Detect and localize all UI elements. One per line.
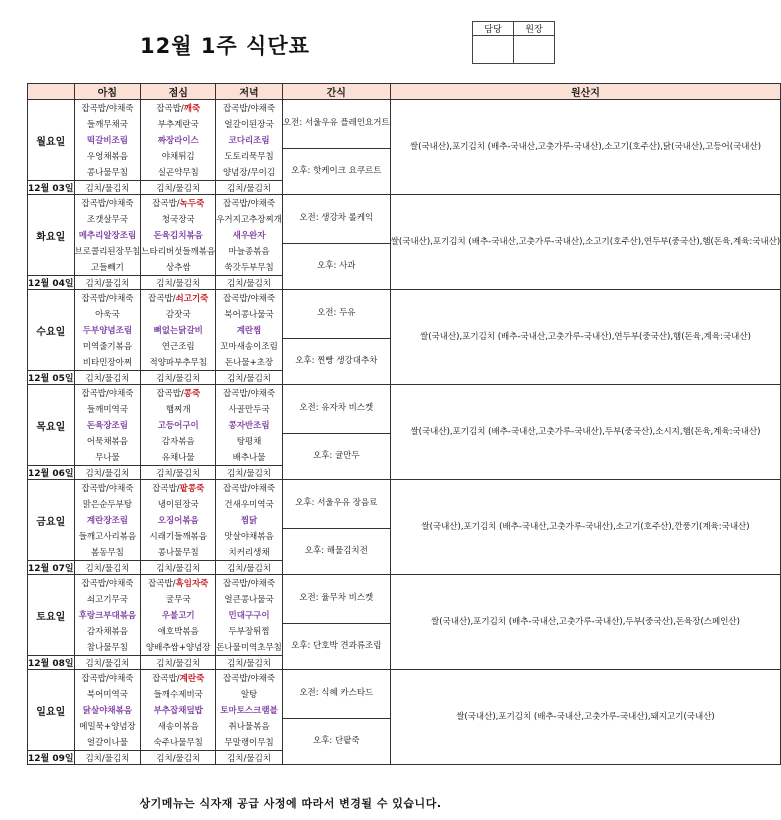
- lunch-item: 짜장라이스: [141, 132, 216, 148]
- snack-am: 오전: 서울우유 플레인요거트: [282, 100, 390, 149]
- approval-box: [472, 21, 555, 64]
- origin-info: 쌀(국내산),포기김치 (배추-국내산,고춧가루-국내산),소고기(호주산),닭(국내산),고등어(국내산): [390, 100, 781, 195]
- lunch-prefix: 잡곡밥/: [156, 104, 184, 114]
- lunch-porridge: 팥콩죽: [179, 484, 205, 494]
- dinner-item: 배추나물: [216, 449, 283, 466]
- approval-label-staff: 담당: [473, 22, 514, 36]
- breakfast-item: 들깨고사리볶음: [74, 528, 141, 544]
- breakfast-item: 쇠고기무국: [74, 591, 141, 607]
- menu-row: [28, 290, 781, 307]
- menu-table: [27, 83, 781, 765]
- breakfast-item: 후랑크부대볶음: [74, 607, 141, 623]
- snack-pm: 오후: 사과: [282, 243, 390, 290]
- breakfast-item: 들깨무채국: [74, 116, 141, 132]
- day-label: 금요일: [28, 480, 75, 561]
- breakfast-item: 돈육장조림: [74, 417, 141, 433]
- lunch-item: 부추계란국: [141, 116, 216, 132]
- lunch-item: 실곤약무침: [141, 164, 216, 181]
- breakfast-item: 잡곡밥/야채죽: [74, 195, 141, 212]
- lunch-prefix: 잡곡밥/: [152, 484, 180, 494]
- breakfast-item: 미역줄기볶음: [74, 338, 141, 354]
- kimchi-item: 김치/물김치: [74, 751, 141, 765]
- lunch-porridge: 흑임자죽: [175, 579, 209, 589]
- header-origin: 원산지: [390, 84, 781, 100]
- breakfast-item: 아욱국: [74, 306, 141, 322]
- header-dinner: 저녁: [216, 84, 283, 100]
- dinner-item: 잡곡밥/야채죽: [216, 575, 283, 592]
- lunch-item: 적양파부추무침: [141, 354, 216, 371]
- lunch-item: 고등어구이: [141, 417, 216, 433]
- breakfast-item: 들깨미역국: [74, 401, 141, 417]
- breakfast-item: 브로콜리된장무침: [74, 243, 141, 259]
- menu-body: [28, 100, 781, 765]
- breakfast-item: 얼갈이나물: [74, 734, 141, 751]
- menu-row: [28, 480, 781, 497]
- approval-label-director: 원장: [514, 22, 555, 36]
- breakfast-item: 두부양념조림: [74, 322, 141, 338]
- header-breakfast: 아침: [74, 84, 141, 100]
- breakfast-item: 비타민장아찌: [74, 354, 141, 371]
- breakfast-item: 봄동무침: [74, 544, 141, 561]
- kimchi-item: 김치/물김치: [141, 656, 216, 670]
- breakfast-item: 메추리알장조림: [74, 227, 141, 243]
- dinner-item: 건새우미역국: [216, 496, 283, 512]
- kimchi-item: 김치/물김치: [74, 561, 141, 575]
- dinner-item: 잡곡밥/야채죽: [216, 480, 283, 497]
- lunch-prefix: 잡곡밥/: [148, 294, 176, 304]
- breakfast-item: 참나물무침: [74, 639, 141, 656]
- lunch-item: 감잣국: [141, 306, 216, 322]
- breakfast-item: 조갯살무국: [74, 211, 141, 227]
- breakfast-item: 콩나물무침: [74, 164, 141, 181]
- origin-info: 쌀(국내산),포기김치 (배추-국내산,고춧가루-국내산),두부(중국산),돈육장(스페인산): [390, 575, 781, 670]
- kimchi-item: 김치/물김치: [74, 466, 141, 480]
- dinner-item: 찜닭: [216, 512, 283, 528]
- snack-am: 오후: 서울우유 장음료: [282, 480, 390, 529]
- lunch-prefix: 잡곡밥/: [152, 674, 180, 684]
- menu-row: [28, 385, 781, 402]
- kimchi-item: 김치/물김치: [141, 751, 216, 765]
- breakfast-item: 메밀묵+양념장: [74, 718, 141, 734]
- dinner-item: 무말랭이무침: [216, 734, 283, 751]
- lunch-porridge: 콩죽: [183, 389, 201, 399]
- day-label: 토요일: [28, 575, 75, 656]
- lunch-item: 오징어볶음: [141, 512, 216, 528]
- dinner-item: 얼갈이된장국: [216, 116, 283, 132]
- date-label: 12월 06일: [28, 466, 75, 480]
- dinner-item: 잡곡밥/야채죽: [216, 195, 283, 212]
- origin-info: 쌀(국내산),포기김치 (배추-국내산,고춧가루-국내산),연두부(중국산),햄(돈육,계육:국내산): [390, 290, 781, 385]
- snack-pm: 오후: 해물김치전: [282, 528, 390, 575]
- dinner-item: 우거지고추장찌개: [216, 211, 283, 227]
- breakfast-item: 떡갈비조림: [74, 132, 141, 148]
- breakfast-item: 잡곡밥/야채죽: [74, 575, 141, 592]
- kimchi-item: 김치/물김치: [74, 656, 141, 670]
- dinner-item: 콩자반조림: [216, 417, 283, 433]
- snack-am: 오전: 두유: [282, 290, 390, 339]
- snack-am: 오전: 생강차 롤케익: [282, 195, 390, 244]
- breakfast-item: 무나물: [74, 449, 141, 466]
- lunch-main: [141, 290, 216, 307]
- lunch-porridge: 깨죽: [183, 104, 201, 114]
- origin-info: 쌀(국내산),포기김치 (배추-국내산,고춧가루-국내산),소고기(호주산),깐풍기(계육:국내산): [390, 480, 781, 575]
- breakfast-item: 잡곡밥/야채죽: [74, 385, 141, 402]
- day-label: 일요일: [28, 670, 75, 751]
- kimchi-item: 김치/물김치: [216, 181, 283, 195]
- page-title: 12월 1주 식단표: [140, 34, 310, 58]
- lunch-porridge: 녹두죽: [179, 199, 205, 209]
- lunch-main: [141, 385, 216, 402]
- footer-notice: 상기메뉴는 식자재 공급 사정에 따라서 변경될 수 있습니다.: [139, 797, 442, 810]
- dinner-item: 잡곡밥/야채죽: [216, 100, 283, 117]
- day-label: 월요일: [28, 100, 75, 181]
- lunch-item: 우불고기: [141, 607, 216, 623]
- kimchi-item: 김치/물김치: [216, 466, 283, 480]
- approval-sign-director[interactable]: [514, 36, 555, 64]
- breakfast-item: 계란장조림: [74, 512, 141, 528]
- snack-pm: 오후: 단팥죽: [282, 718, 390, 765]
- dinner-item: 취나물볶음: [216, 718, 283, 734]
- kimchi-item: 김치/물김치: [74, 181, 141, 195]
- dinner-item: 토마토스크램블: [216, 702, 283, 718]
- snack-pm: 오후: 단호박 견과류조림: [282, 623, 390, 670]
- dinner-item: 알탕: [216, 686, 283, 702]
- menu-row: [28, 575, 781, 592]
- menu-row: [28, 195, 781, 212]
- day-label: 목요일: [28, 385, 75, 466]
- lunch-item: 느타리버섯들깨볶음: [141, 243, 216, 259]
- dinner-item: 양념장/무이김: [216, 164, 283, 181]
- lunch-item: 시래기들깨볶음: [141, 528, 216, 544]
- date-label: 12월 08일: [28, 656, 75, 670]
- dinner-item: 새우완자: [216, 227, 283, 243]
- menu-row: [28, 670, 781, 687]
- lunch-item: 감자볶음: [141, 433, 216, 449]
- dinner-item: 사골만두국: [216, 401, 283, 417]
- lunch-prefix: 잡곡밥/: [152, 199, 180, 209]
- snack-am: 오전: 율무차 비스켓: [282, 575, 390, 624]
- dinner-item: 돈나물+초장: [216, 354, 283, 371]
- lunch-main: [141, 480, 216, 497]
- kimchi-item: 김치/물김치: [216, 561, 283, 575]
- lunch-main: [141, 195, 216, 212]
- dinner-item: 탕평채: [216, 433, 283, 449]
- lunch-prefix: 잡곡밥/: [148, 579, 176, 589]
- dinner-item: 코다리조림: [216, 132, 283, 148]
- dinner-item: 꼬마새송이조림: [216, 338, 283, 354]
- lunch-porridge: 쇠고기죽: [175, 294, 209, 304]
- lunch-item: 햄찌개: [141, 401, 216, 417]
- date-label: 12월 07일: [28, 561, 75, 575]
- header-lunch: 점심: [141, 84, 216, 100]
- lunch-item: 굴무국: [141, 591, 216, 607]
- snack-pm: 오후: 핫케이크 요쿠르트: [282, 148, 390, 195]
- lunch-item: 청국장국: [141, 211, 216, 227]
- dinner-item: 치커리생채: [216, 544, 283, 561]
- dinner-item: 북어콩나물국: [216, 306, 283, 322]
- dinner-item: 쑥갓두부무침: [216, 259, 283, 276]
- lunch-item: 냉이된장국: [141, 496, 216, 512]
- day-label: 수요일: [28, 290, 75, 371]
- lunch-main: [141, 100, 216, 117]
- kimchi-item: 김치/물김치: [141, 276, 216, 290]
- breakfast-item: 우엉채볶음: [74, 148, 141, 164]
- date-label: 12월 05일: [28, 371, 75, 385]
- dinner-item: 얼큰콩나물국: [216, 591, 283, 607]
- origin-info: 쌀(국내산),포기김치 (배추-국내산,고춧가루-국내산),소고기(호주산),연두부(중국산),햄(돈육,계육:국내산): [390, 195, 781, 290]
- lunch-item: 돈육김치볶음: [141, 227, 216, 243]
- breakfast-item: 북어미역국: [74, 686, 141, 702]
- dinner-item: 돈나물미역초무침: [216, 639, 283, 656]
- lunch-item: 뼈없는닭갈비: [141, 322, 216, 338]
- date-label: 12월 04일: [28, 276, 75, 290]
- origin-info: 쌀(국내산),포기김치 (배추-국내산,고춧가루-국내산),두부(중국산),소시지,햄(돈육,계육:국내산): [390, 385, 781, 480]
- breakfast-item: 닭살야채볶음: [74, 702, 141, 718]
- menu-row: [28, 100, 781, 117]
- lunch-item: 새송이볶음: [141, 718, 216, 734]
- dinner-item: 잡곡밥/야채죽: [216, 290, 283, 307]
- breakfast-item: 맑은순두부탕: [74, 496, 141, 512]
- dinner-item: 마늘종볶음: [216, 243, 283, 259]
- dinner-item: 민대구구이: [216, 607, 283, 623]
- snack-am: 오전: 식혜 카스타드: [282, 670, 390, 719]
- breakfast-item: 잡곡밥/야채죽: [74, 670, 141, 687]
- lunch-item: 상추쌈: [141, 259, 216, 276]
- lunch-main: [141, 670, 216, 687]
- kimchi-item: 김치/물김치: [141, 371, 216, 385]
- lunch-porridge: 계란죽: [179, 674, 205, 684]
- dinner-item: 잡곡밥/야채죽: [216, 385, 283, 402]
- lunch-prefix: 잡곡밥/: [156, 389, 184, 399]
- date-label: 12월 09일: [28, 751, 75, 765]
- lunch-item: 숙주나물무침: [141, 734, 216, 751]
- lunch-item: 콩나물무침: [141, 544, 216, 561]
- kimchi-item: 김치/물김치: [141, 561, 216, 575]
- lunch-item: 연근조림: [141, 338, 216, 354]
- day-label: 화요일: [28, 195, 75, 276]
- origin-info: 쌀(국내산),포기김치 (배추-국내산,고춧가루-국내산),돼지고기(국내산): [390, 670, 781, 765]
- dinner-item: 잡곡밥/야채죽: [216, 670, 283, 687]
- kimchi-item: 김치/물김치: [74, 276, 141, 290]
- kimchi-item: 김치/물김치: [216, 371, 283, 385]
- breakfast-item: 어묵채볶음: [74, 433, 141, 449]
- kimchi-item: 김치/물김치: [74, 371, 141, 385]
- lunch-item: 양배추쌈+양념장: [141, 639, 216, 656]
- lunch-item: 유채나물: [141, 449, 216, 466]
- breakfast-item: 잡곡밥/야채죽: [74, 480, 141, 497]
- dinner-item: 두부장튀찜: [216, 623, 283, 639]
- kimchi-item: 김치/물김치: [216, 656, 283, 670]
- lunch-item: 야채튀김: [141, 148, 216, 164]
- breakfast-item: 감자채볶음: [74, 623, 141, 639]
- kimchi-item: 김치/물김치: [141, 181, 216, 195]
- kimchi-item: 김치/물김치: [216, 751, 283, 765]
- dinner-item: 맛살야채볶음: [216, 528, 283, 544]
- snack-pm: 오후: 찐빵 생강대추차: [282, 338, 390, 385]
- kimchi-item: 김치/물김치: [216, 276, 283, 290]
- breakfast-item: 잡곡밥/야채죽: [74, 290, 141, 307]
- lunch-main: [141, 575, 216, 592]
- dinner-item: 계란찜: [216, 322, 283, 338]
- date-label: 12월 03일: [28, 181, 75, 195]
- lunch-item: 들깨수제비국: [141, 686, 216, 702]
- dinner-item: 도토리묵무침: [216, 148, 283, 164]
- lunch-item: 애호박볶음: [141, 623, 216, 639]
- header-day: [28, 84, 75, 100]
- lunch-item: 부추잡채덮밥: [141, 702, 216, 718]
- snack-pm: 오후: 귤만두: [282, 433, 390, 480]
- breakfast-item: 잡곡밥/야채죽: [74, 100, 141, 117]
- approval-sign-staff[interactable]: [473, 36, 514, 64]
- kimchi-item: 김치/물김치: [141, 466, 216, 480]
- breakfast-item: 고들빼기: [74, 259, 141, 276]
- header-snack: 간식: [282, 84, 390, 100]
- snack-am: 오전: 유자차 비스켓: [282, 385, 390, 434]
